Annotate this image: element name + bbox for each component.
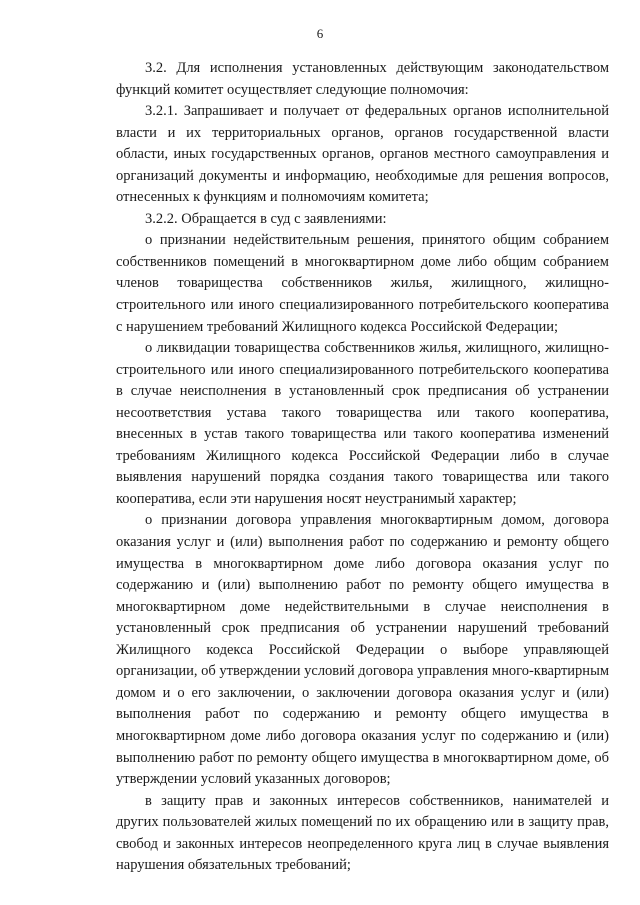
paragraph-3-2: 3.2. Для исполнения установленных действующим законодательством функций комитет осуществляет следующие полномочия: xyxy=(116,60,609,98)
document-body xyxy=(116,58,609,877)
paragraph-liquidation: о ликвидации товарищества собственников жилья, жилищного, жилищно-строительного или иного специализированного потребительского кооператива в случае неисполнения в установленный срок предписания об устранении несоответствия устава такого товарищества или такого кооператива, внесенных в устав такого товарищества или такого кооператива изменений требованиям Жилищного кодекса Российской Федерации либо в случае выявления нарушений порядка создания такого товарищества или такого кооператива, если эти нарушения носят неустранимый характер; xyxy=(116,340,609,507)
paragraph-3-2-1: 3.2.1. Запрашивает и получает от федеральных органов исполнительной власти и их территориальных органов, органов государственной власти области, иных государственных органов, органов местного самоуправления и организаций документы и информацию, необходимые для решения вопросов, отнесенных к функциям и полномочиям комитета; xyxy=(116,103,609,206)
page-number: 6 xyxy=(316,26,324,41)
paragraph-management-contract: о признании договора управления многоквартирным домом, договора оказания услуг и (или) выполнения работ по содержанию и ремонту общего имущества в многоквартирном доме либо договора оказания услуг по содержанию и (или) выполнению работ по ремонту общего имущества в многоквартирном доме недействительными в случае неисполнения в установленный срок предписания об устранении нарушений требований Жилищного кодекса Российской Федерации о выборе управляющей организации, об утверждении условий договора управления много-квартирным домом и о его заключении, о заключении договора оказания услуг и (или) выполнения работ по содержанию и ремонту общего имущества в многоквартирном доме либо договора оказания услуг по содержанию и (или) выполнению работ по ремонту общего имущества в многоквартирном доме, об утверждении условий указанных договоров; xyxy=(116,512,609,788)
paragraph-3-2-2: 3.2.2. Обращается в суд с заявлениями: xyxy=(145,210,387,227)
paragraph-rights-protection: в защиту прав и законных интересов собственников, нанимателей и других пользователей жилых помещений по их обращению или в защиту прав, свобод и законных интересов неопределенного круга лиц в случае выявления нарушения обязательных требований; xyxy=(116,792,609,874)
paragraph-invalid-decision: о признании недействительным решения, принятого общим собранием собственников помещений в многоквартирном доме либо общим собранием членов товарищества собственников жилья, жилищного, жилищно-строительного или иного специализированного потребительского кооператива с нарушением требований Жилищного кодекса Российской Федерации; xyxy=(116,232,609,335)
